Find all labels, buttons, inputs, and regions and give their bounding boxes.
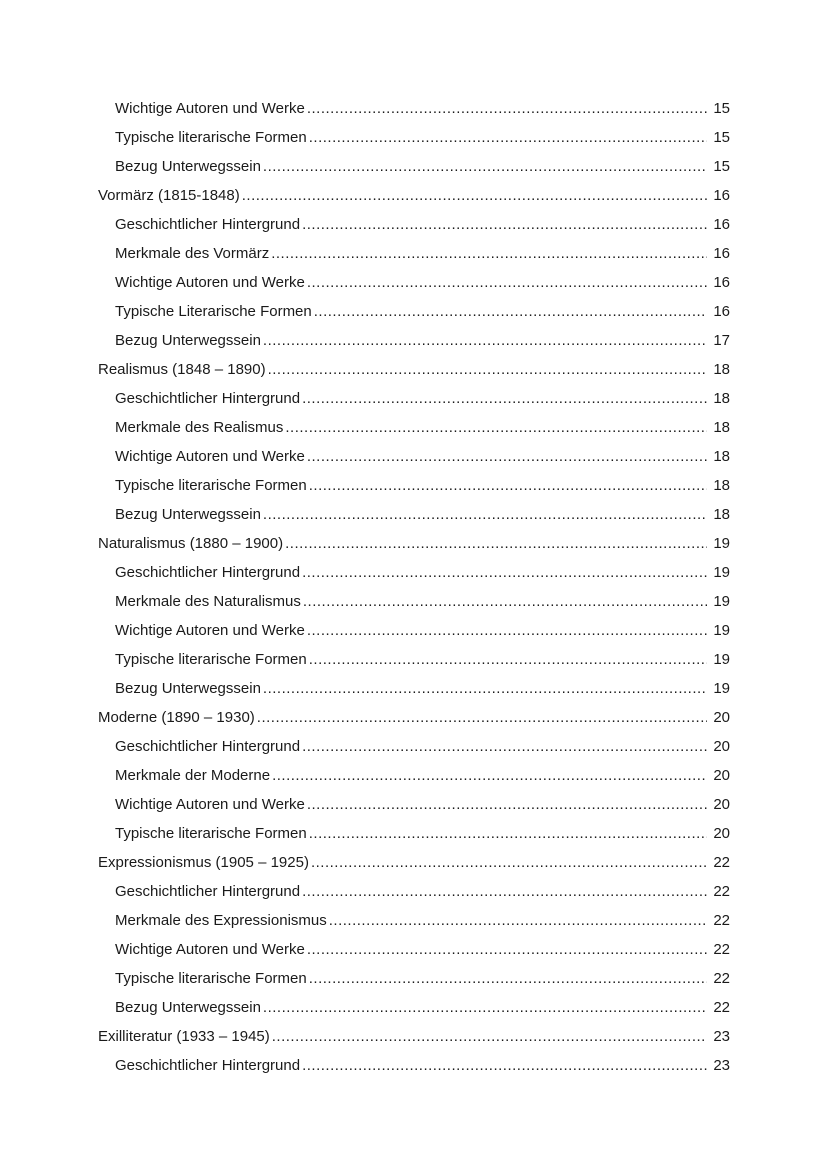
toc-entry-title: Expressionismus (1905 – 1925): [98, 854, 309, 871]
toc-entry-page-number: 20: [713, 738, 730, 755]
toc-dot-leader: [303, 587, 707, 616]
toc-section-entry[interactable]: [98, 964, 730, 993]
toc-dot-leader: [307, 935, 707, 964]
toc-dot-leader: [309, 471, 707, 500]
toc-entry-title: Typische literarische Formen: [115, 651, 307, 668]
toc-entry-title: Geschichtlicher Hintergrund: [115, 216, 301, 233]
toc-entry-title: Wichtige Autoren und Werke: [115, 448, 305, 465]
toc-entry-title: Typische Literarische Formen: [115, 303, 312, 320]
toc-section-entry[interactable]: [98, 674, 730, 703]
toc-section-entry[interactable]: [98, 616, 730, 645]
toc-section-entry[interactable]: [98, 1051, 730, 1080]
toc-entry-title: Bezug Unterwegssein: [115, 680, 261, 697]
toc-entry-page-number: 19: [713, 535, 730, 552]
toc-entry-page-number: 16: [713, 303, 730, 320]
toc-entry-page-number: 22: [713, 883, 730, 900]
toc-entry-title: Wichtige Autoren und Werke: [115, 941, 305, 958]
toc-entry-page-number: 22: [713, 854, 730, 871]
toc-section-entry[interactable]: [98, 732, 730, 761]
toc-entry-page-number: 19: [713, 651, 730, 668]
toc-entry-title: Wichtige Autoren und Werke: [115, 796, 305, 813]
toc-dot-leader: [263, 326, 707, 355]
toc-dot-leader: [263, 993, 707, 1022]
toc-entry-title: Bezug Unterwegssein: [115, 158, 261, 175]
toc-section-entry[interactable]: [98, 384, 730, 413]
toc-dot-leader: [263, 500, 707, 529]
toc-entry-title: Wichtige Autoren und Werke: [115, 274, 305, 291]
toc-entry-title: Geschichtlicher Hintergrund: [115, 738, 301, 755]
toc-dot-leader: [307, 94, 707, 123]
toc-entry-title: Realismus (1848 – 1890): [98, 361, 266, 378]
toc-dot-leader: [307, 268, 707, 297]
toc-entry-title: Typische literarische Formen: [115, 477, 307, 494]
toc-entry-title: Merkmale des Naturalismus: [115, 593, 301, 610]
toc-entry-title: Moderne (1890 – 1930): [98, 709, 255, 726]
toc-section-entry[interactable]: [98, 558, 730, 587]
toc-entry-page-number: 16: [713, 245, 730, 262]
toc-entry-page-number: 20: [713, 825, 730, 842]
toc-entry-page-number: 19: [713, 564, 730, 581]
toc-dot-leader: [263, 152, 707, 181]
toc-dot-leader: [309, 645, 707, 674]
toc-dot-leader: [268, 355, 707, 384]
toc-dot-leader: [302, 1051, 707, 1080]
toc-entry-page-number: 23: [713, 1057, 730, 1074]
toc-section-entry[interactable]: [98, 906, 730, 935]
toc-section-entry[interactable]: [98, 761, 730, 790]
toc-section-entry[interactable]: [98, 326, 730, 355]
toc-section-entry[interactable]: [98, 297, 730, 326]
toc-entry-page-number: 22: [713, 999, 730, 1016]
toc-section-entry[interactable]: [98, 645, 730, 674]
toc-section-entry[interactable]: [98, 877, 730, 906]
toc-dot-leader: [263, 674, 707, 703]
toc-entry-page-number: 22: [713, 970, 730, 987]
toc-dot-leader: [302, 877, 707, 906]
toc-entry-page-number: 18: [713, 390, 730, 407]
toc-entry-title: Wichtige Autoren und Werke: [115, 622, 305, 639]
toc-entry-page-number: 20: [713, 767, 730, 784]
toc-dot-leader: [302, 558, 707, 587]
toc-dot-leader: [309, 123, 707, 152]
toc-section-entry[interactable]: [98, 935, 730, 964]
toc-entry-page-number: 22: [713, 912, 730, 929]
toc-entry-page-number: 22: [713, 941, 730, 958]
toc-entry-title: Geschichtlicher Hintergrund: [115, 1057, 301, 1074]
toc-chapter-entry[interactable]: [98, 1022, 730, 1051]
toc-dot-leader: [309, 964, 707, 993]
toc-section-entry[interactable]: [98, 442, 730, 471]
toc-entry-page-number: 16: [713, 216, 730, 233]
toc-section-entry[interactable]: [98, 993, 730, 1022]
toc-dot-leader: [302, 732, 707, 761]
toc-entry-title: Wichtige Autoren und Werke: [115, 100, 305, 117]
toc-section-entry[interactable]: [98, 587, 730, 616]
toc-entry-page-number: 18: [713, 477, 730, 494]
toc-entry-title: Geschichtlicher Hintergrund: [115, 564, 301, 581]
toc-entry-title: Geschichtlicher Hintergrund: [115, 883, 301, 900]
toc-entry-title: Typische literarische Formen: [115, 825, 307, 842]
toc-entry-title: Merkmale der Moderne: [115, 767, 271, 784]
toc-entry-page-number: 16: [713, 187, 730, 204]
toc-section-entry[interactable]: [98, 210, 730, 239]
toc-entry-title: Bezug Unterwegssein: [115, 999, 261, 1016]
toc-entry-title: Geschichtlicher Hintergrund: [115, 390, 301, 407]
toc-entry-title: Vormärz (1815-1848): [98, 187, 240, 204]
toc-entry-page-number: 19: [713, 680, 730, 697]
toc-section-entry[interactable]: [98, 94, 730, 123]
toc-chapter-entry[interactable]: [98, 848, 730, 877]
toc-entry-title: Typische literarische Formen: [115, 129, 307, 146]
toc-entry-page-number: 19: [713, 622, 730, 639]
toc-dot-leader: [242, 181, 707, 210]
toc-entry-title: Typische literarische Formen: [115, 970, 307, 987]
toc-dot-leader: [329, 906, 707, 935]
toc-dot-leader: [272, 761, 707, 790]
toc-dot-leader: [307, 790, 707, 819]
toc-entry-title: Merkmale des Realismus: [115, 419, 284, 436]
toc-section-entry[interactable]: [98, 819, 730, 848]
toc-chapter-entry[interactable]: [98, 181, 730, 210]
toc-entry-title: Bezug Unterwegssein: [115, 506, 261, 523]
toc-dot-leader: [271, 239, 707, 268]
toc-section-entry[interactable]: [98, 123, 730, 152]
toc-entry-page-number: 18: [713, 361, 730, 378]
toc-dot-leader: [285, 413, 707, 442]
toc-entry-page-number: 18: [713, 419, 730, 436]
toc-section-entry[interactable]: [98, 413, 730, 442]
toc-entry-page-number: 16: [713, 274, 730, 291]
toc-entry-page-number: 18: [713, 506, 730, 523]
toc-chapter-entry[interactable]: [98, 355, 730, 384]
toc-dot-leader: [309, 819, 707, 848]
toc-dot-leader: [257, 703, 707, 732]
toc-chapter-entry[interactable]: [98, 529, 730, 558]
toc-dot-leader: [272, 1022, 707, 1051]
toc-dot-leader: [307, 616, 707, 645]
toc-section-entry[interactable]: [98, 500, 730, 529]
toc-entry-page-number: 20: [713, 709, 730, 726]
toc-section-entry[interactable]: [98, 268, 730, 297]
toc-dot-leader: [285, 529, 707, 558]
toc-dot-leader: [307, 442, 707, 471]
toc-entry-page-number: 18: [713, 448, 730, 465]
toc-dot-leader: [314, 297, 707, 326]
toc-entry-title: Bezug Unterwegssein: [115, 332, 261, 349]
toc-entry-page-number: 15: [713, 129, 730, 146]
toc-entry-page-number: 19: [713, 593, 730, 610]
toc-entry-title: Merkmale des Vormärz: [115, 245, 270, 262]
toc-dot-leader: [311, 848, 707, 877]
toc-section-entry[interactable]: [98, 471, 730, 500]
toc-entry-title: Exilliteratur (1933 – 1945): [98, 1028, 270, 1045]
toc-section-entry[interactable]: [98, 790, 730, 819]
toc-entry-page-number: 15: [713, 100, 730, 117]
toc-entry-page-number: 17: [713, 332, 730, 349]
toc-dot-leader: [302, 384, 707, 413]
toc-entry-title: Naturalismus (1880 – 1900): [98, 535, 284, 552]
toc-entry-title: Merkmale des Expressionismus: [115, 912, 327, 929]
toc-chapter-entry[interactable]: [98, 703, 730, 732]
toc-entry-page-number: 20: [713, 796, 730, 813]
table-of-contents: [98, 94, 730, 1080]
toc-section-entry[interactable]: [98, 152, 730, 181]
toc-dot-leader: [302, 210, 707, 239]
toc-entry-page-number: 23: [713, 1028, 730, 1045]
toc-section-entry[interactable]: [98, 239, 730, 268]
toc-entry-page-number: 15: [713, 158, 730, 175]
